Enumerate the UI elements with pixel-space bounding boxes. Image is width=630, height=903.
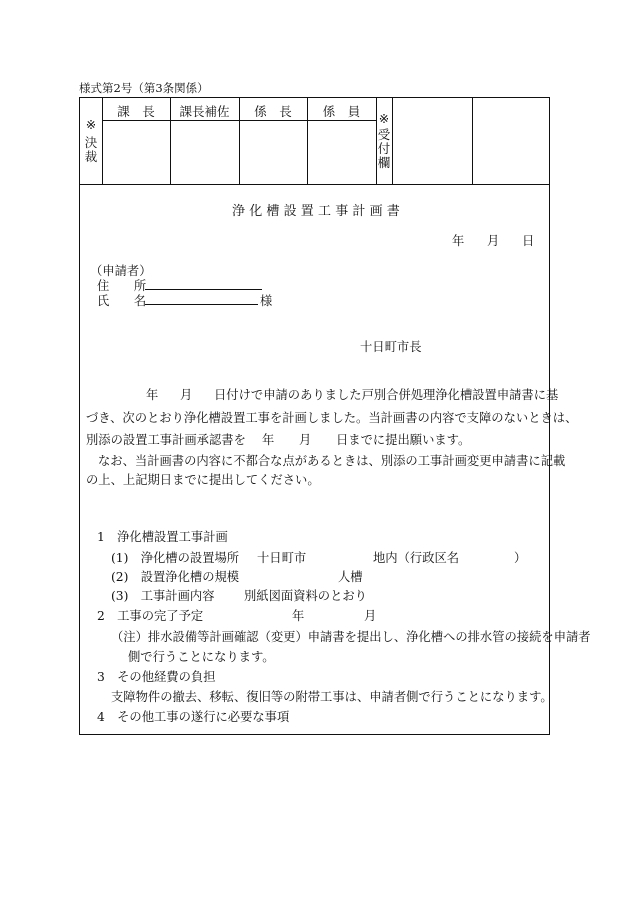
approval-right-label: 受 付 欄 — [377, 127, 391, 170]
p1-year: 年 — [146, 388, 159, 402]
column-staff: 係 員 — [322, 104, 361, 119]
address-field[interactable] — [145, 279, 262, 293]
approval-stamp-table — [80, 98, 549, 185]
column-section-chief: 課 長 — [117, 104, 155, 119]
item-2-month: 月 — [364, 609, 377, 623]
name-label: 氏 名 — [97, 294, 147, 308]
item-1-3-value: 別紙図面資料のとおり — [244, 589, 367, 603]
document-title: 浄化槽設置工事計画書 — [232, 204, 405, 219]
item-2-year: 年 — [292, 609, 305, 623]
p1-line1-text: 日付けで申請のありました戸別合併処理浄化槽設置申請書に基 — [214, 388, 559, 402]
item-2-heading: 2 工事の完了予定 — [97, 609, 204, 623]
item-1-1-area: 地内（行政区名 — [373, 551, 460, 565]
honorific-label: 様 — [260, 294, 273, 308]
item-4-heading: 4 その他工事の遂行に必要な事項 — [97, 710, 290, 724]
p2-line2-text: の上、上記期日までに提出してください。 — [86, 473, 320, 487]
p1-line2-text: づき、次のとおり浄化槽設置工事を計画しました。当計画書の内容で支障のないときは、 — [86, 411, 578, 425]
note-line1: （注）排水設備等計画確認（変更）申請書を提出し、浄化槽への排水管の接続を申請者 — [111, 630, 591, 644]
p1-line3-prefix: 別添の設置工事計画承認書を — [86, 433, 246, 447]
item-3-text: 支障物件の撤去、移転、復旧等の附帯工事は、申請者側で行うことになります。 — [111, 690, 553, 704]
p1-line3-suffix: 日までに提出願います。 — [336, 433, 471, 447]
column-unit-chief: 係 長 — [254, 104, 292, 119]
approval-right-marker: ※ — [378, 111, 390, 126]
applicant-heading: （申請者） — [90, 264, 152, 278]
p2-line1-text: なお、当計画書の内容に不都合な点があるときは、別添の工事計画変更申請書に記載 — [98, 454, 566, 468]
p1-line3-month: 月 — [299, 433, 312, 447]
item-1-1-city: 十日町市 — [257, 551, 307, 565]
column-assistant-chief: 課長補佐 — [179, 104, 230, 119]
item-3-heading: 3 その他経費の負担 — [97, 670, 216, 684]
date-year-label: 年 — [452, 234, 465, 248]
item-1-3-label: (3) 工事計画内容 — [111, 589, 215, 603]
approval-left-label: 決 裁 — [84, 135, 98, 164]
item-1-2-label: (2) 設置浄化槽の規模 — [111, 570, 240, 584]
item-1-1-label: (1) 浄化槽の設置場所 — [111, 551, 240, 565]
item-1-1-close: ） — [514, 551, 527, 565]
name-field[interactable] — [145, 294, 258, 308]
date-day-label: 日 — [522, 234, 535, 248]
p1-month: 月 — [180, 388, 193, 402]
item-1-2-unit: 人槽 — [338, 570, 363, 584]
form-number-label: 様式第2号（第3条関係） — [79, 81, 209, 95]
addressee: 十日町市長 — [360, 340, 422, 354]
note-line2: 側で行うことになります。 — [128, 650, 275, 664]
item-1-heading: 1 浄化槽設置工事計画 — [97, 530, 228, 544]
address-label: 住 所 — [97, 279, 147, 293]
p1-line3-year: 年 — [262, 433, 275, 447]
approval-left-marker: ※ — [85, 117, 97, 132]
date-month-label: 月 — [487, 234, 500, 248]
